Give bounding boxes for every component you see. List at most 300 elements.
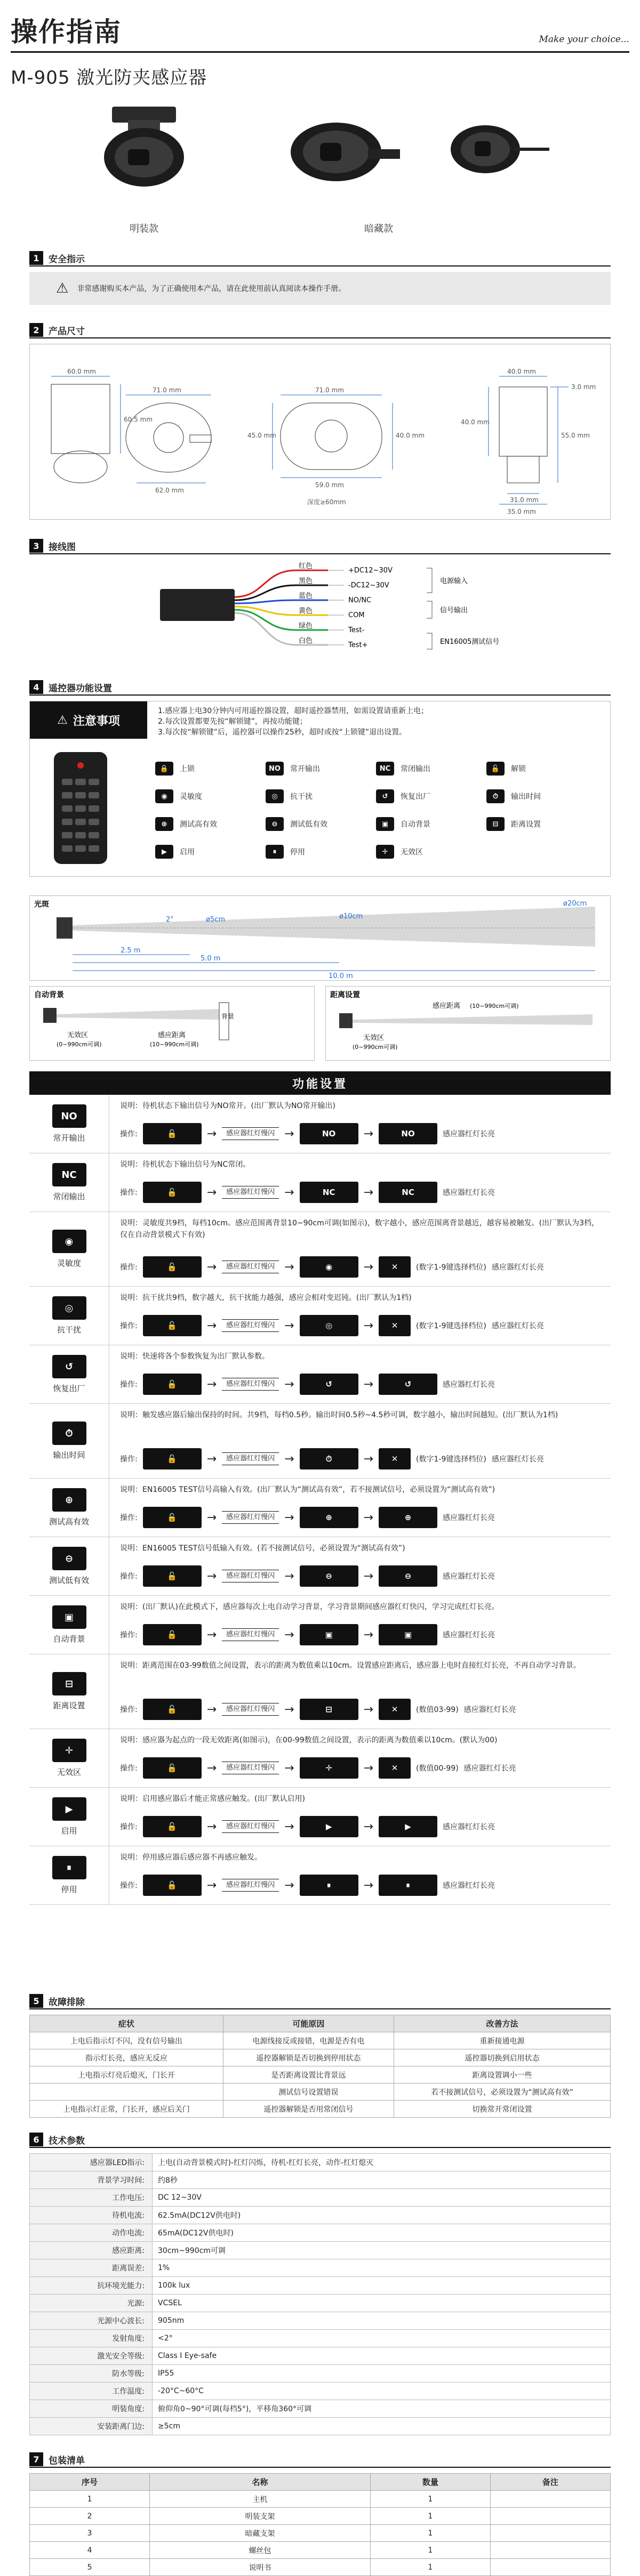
wire-group-test: EN16005测试信号 (440, 638, 500, 646)
number-key-icon: ✕ (379, 1448, 411, 1469)
step-result: 感应器红灯长亮 (443, 1823, 495, 1831)
op-label: 操作: (120, 1631, 138, 1640)
table-cell: 重新接通电源 (394, 2032, 610, 2049)
key-icon: ⊕ (155, 817, 173, 831)
remote-control-image (51, 749, 110, 867)
dim-label: 35.0 mm (507, 508, 536, 515)
unlock-key-icon: 🔓 (143, 1315, 202, 1336)
table-cell (490, 2559, 610, 2576)
table-cell: 1 (30, 2491, 150, 2508)
op-label: 操作: (120, 1263, 138, 1272)
arrow-right-icon: → (206, 1377, 217, 1391)
arrow-right-icon: → (206, 1511, 217, 1524)
svg-text:无效区: 无效区 (363, 1034, 385, 1042)
key-icon: ✛ (376, 845, 394, 859)
key-icon: NO (266, 762, 284, 776)
step-result: 感应器红灯长亮 (443, 1631, 495, 1640)
table-cell: 遥控器切换到启用状态 (394, 2049, 610, 2066)
key-icon: ⏸ (266, 845, 284, 859)
arrow-right-icon: → (206, 1185, 217, 1199)
wire-line (235, 600, 328, 603)
table-cell: 2 (30, 2508, 150, 2525)
function-icon: ◉ (52, 1230, 86, 1253)
header (11, 0, 629, 86)
function-key-icon: ⏱ (300, 1448, 358, 1469)
arrow-right-icon: → (206, 1628, 217, 1642)
warning-icon: ⚠ (56, 280, 69, 296)
key-legend-item (266, 789, 376, 803)
dim-label: 3.0 mm (571, 383, 596, 391)
operation-steps (120, 1623, 495, 1646)
function-key-icon: NO (300, 1123, 358, 1144)
op-label: 操作: (120, 1823, 138, 1831)
function-row (29, 1479, 611, 1537)
function-key-icon: NO (379, 1123, 437, 1144)
dim-label: 31.0 mm (510, 496, 539, 504)
function-key-icon: ▶ (379, 1816, 437, 1837)
table-cell: 距离设置调小一些 (394, 2066, 610, 2084)
arrow-right-icon: → (284, 1260, 294, 1274)
step-result: 感应器红灯长亮 (443, 1881, 495, 1890)
table-cell: 上电指示灯亮后熄灭，门长开 (30, 2066, 223, 2084)
function-key-icon: NC (300, 1182, 358, 1203)
function-key-icon: ▣ (379, 1624, 437, 1645)
table-row (30, 2154, 611, 2171)
step-result: 感应器红灯长亮 (443, 1130, 495, 1138)
function-key-icon: NC (379, 1182, 437, 1203)
function-icon: ⊕ (52, 1488, 86, 1512)
key-icon: 🔓 (486, 762, 505, 776)
step-note: (数值00-99) (416, 1764, 459, 1773)
safety-box (29, 272, 611, 308)
operation-steps (120, 1506, 495, 1529)
product-concealed-side (451, 125, 549, 173)
table-header: 症状 (30, 2015, 223, 2032)
key-icon: 🔒 (155, 762, 173, 776)
operation-steps (120, 1314, 544, 1337)
unlock-key-icon: 🔓 (143, 1448, 202, 1469)
step-status: 感应器红灯慢闪 (222, 1452, 279, 1465)
svg-text:距离设置: 距离设置 (330, 991, 360, 999)
unlock-key-icon: 🔓 (143, 1757, 202, 1779)
operation-steps (120, 1874, 495, 1897)
function-name: 常开输出 (53, 1133, 85, 1143)
table-cell: 5 (30, 2559, 150, 2576)
table-cell: 1 (370, 2525, 490, 2542)
unlock-key-icon: 🔓 (143, 1816, 202, 1837)
arrow-right-icon: → (363, 1628, 374, 1642)
function-key-icon: ↺ (300, 1374, 358, 1395)
table-row (30, 2207, 611, 2224)
table-cell: 明装支架 (150, 2508, 371, 2525)
table-cell (490, 2491, 610, 2508)
function-key-icon: ⏸ (379, 1875, 437, 1896)
function-name: 自动背景 (53, 1634, 85, 1644)
svg-text:(0~990cm可调): (0~990cm可调) (57, 1041, 102, 1048)
op-label: 操作: (120, 1130, 138, 1138)
function-row (29, 1654, 611, 1729)
op-label: 操作: (120, 1189, 138, 1197)
unlock-key-icon: 🔓 (143, 1507, 202, 1528)
spec-key: 距离误差: (30, 2259, 153, 2277)
table-cell (490, 2508, 610, 2525)
key-label: 上锁 (180, 765, 195, 773)
spec-value: -20°C~60°C (153, 2383, 611, 2400)
spec-key: 发射角度: (30, 2330, 153, 2347)
unlock-key-icon: 🔓 (143, 1624, 202, 1645)
arrow-right-icon: → (363, 1820, 374, 1834)
table-row (30, 2259, 611, 2277)
dim-label: 71.0 mm (153, 386, 181, 394)
op-label: 操作: (120, 1514, 138, 1522)
table-cell: 螺丝包 (150, 2542, 371, 2559)
notice-banner: ⚠ 注意事项 (30, 701, 147, 739)
table-row (30, 2400, 611, 2418)
op-label: 操作: (120, 1322, 138, 1330)
arrow-right-icon: → (284, 1569, 294, 1583)
section-1-header: 1 安全指示 (29, 251, 611, 267)
key-legend-item (155, 789, 266, 803)
svg-text:2": 2" (166, 916, 174, 924)
operation-steps (120, 1447, 544, 1471)
wire-terminal: Test- (348, 626, 365, 634)
key-legend-row (155, 810, 598, 838)
table-cell: 1 (370, 2508, 490, 2525)
spec-key: 感应距离: (30, 2242, 153, 2259)
unlock-key-icon: 🔓 (143, 1256, 202, 1278)
wire-line (235, 610, 328, 630)
dim-label: 40.0 mm (507, 368, 536, 375)
arrow-right-icon: → (284, 1878, 294, 1892)
wiring-diagram (29, 560, 611, 664)
spec-key: 抗环境光能力: (30, 2277, 153, 2295)
function-key-icon: ⊕ (379, 1507, 437, 1528)
operation-steps (120, 1181, 495, 1204)
dim-label: 40.0 mm (396, 432, 425, 439)
section-3-header: 3 接线图 (29, 538, 611, 554)
operation-steps (120, 1122, 495, 1145)
function-key-icon: ⊕ (300, 1507, 358, 1528)
function-icon: ↺ (52, 1355, 86, 1378)
table-cell: 电源线接反或接错，电源是否有电 (223, 2032, 394, 2049)
function-row (29, 1846, 611, 1905)
arrow-right-icon: → (363, 1319, 374, 1333)
spec-key: 光源: (30, 2295, 153, 2312)
operation-steps (120, 1255, 544, 1279)
product-images (80, 91, 560, 219)
step-note: (数字1-9键选择档位) (416, 1455, 486, 1464)
table-cell: 测试信号设置错误 (223, 2084, 394, 2101)
spec-key: 待机电流: (30, 2207, 153, 2224)
key-legend-row (155, 838, 598, 866)
wire-terminal: COM (348, 611, 365, 619)
svg-text:(10~990cm可调): (10~990cm可调) (470, 1003, 519, 1010)
function-name: 输出时间 (53, 1450, 85, 1460)
function-key-icon: ↺ (379, 1374, 437, 1395)
function-icon: ◎ (52, 1296, 86, 1320)
unlock-key-icon: 🔓 (143, 1374, 202, 1395)
unlock-key-icon: 🔓 (143, 1123, 202, 1144)
header-rule (11, 51, 629, 53)
function-description: 说明：待机状态下输出信号为NO常开。(出厂默认为NO常开输出) (120, 1102, 335, 1110)
function-icon: ▣ (52, 1605, 86, 1629)
key-legend-item (486, 817, 597, 831)
wire-color: 红色 (299, 562, 313, 570)
key-icon: ◎ (266, 789, 284, 803)
function-row (29, 1287, 611, 1345)
dimensions-box (29, 344, 611, 520)
dim-label: 60.0 mm (67, 368, 96, 375)
unlock-key-icon: 🔓 (143, 1875, 202, 1896)
operation-steps (120, 1372, 495, 1396)
svg-text:5.0 m: 5.0 m (201, 955, 221, 963)
function-row (29, 1596, 611, 1654)
wire-terminal: +DC12~30V (348, 567, 393, 575)
spec-value: IP55 (153, 2365, 611, 2383)
section-4-header: 4 遥控器功能设置 (29, 680, 611, 696)
section-6-header: 6 技术参数 (29, 2132, 611, 2148)
op-label: 操作: (120, 1881, 138, 1890)
spec-value: 100k lux (153, 2277, 611, 2295)
table-cell: 遥控器解锁是否切换到停用状态 (223, 2049, 394, 2066)
function-icon: ⏱ (52, 1422, 86, 1445)
caption-concealed: 暗藏款 (364, 223, 393, 235)
auto-background-diagram (29, 986, 315, 1061)
function-key-icon: ◉ (300, 1256, 358, 1278)
svg-text:感应距离: 感应距离 (158, 1031, 186, 1039)
key-label: 解锁 (511, 765, 526, 773)
table-row (30, 2277, 611, 2295)
table-cell: 暗藏支架 (150, 2525, 371, 2542)
tech-spec-table (29, 2153, 611, 2435)
arrow-right-icon: → (206, 1702, 217, 1716)
packing-list-table (29, 2473, 611, 2576)
spec-value: 约8秒 (153, 2171, 611, 2189)
product-surface-mount (104, 107, 184, 187)
unlock-key-icon: 🔓 (143, 1699, 202, 1720)
step-status: 感应器红灯慢闪 (222, 1628, 279, 1641)
op-label: 操作: (120, 1455, 138, 1464)
arrow-right-icon: → (206, 1127, 217, 1141)
table-header: 可能原因 (223, 2015, 394, 2032)
table-cell: 3 (30, 2525, 150, 2542)
table-row (30, 2295, 611, 2312)
function-name: 停用 (61, 1885, 77, 1894)
key-label: 距离设置 (511, 820, 541, 829)
function-icon: ⊖ (52, 1547, 86, 1570)
key-label: 自动背景 (401, 820, 430, 829)
dim-label: 71.0 mm (315, 386, 344, 394)
spec-value: 1% (153, 2259, 611, 2277)
function-key-icon: ⊟ (300, 1699, 358, 1720)
wire-line (235, 585, 328, 600)
table-row (30, 2032, 611, 2049)
op-label: 操作: (120, 1380, 138, 1389)
function-settings-title: 功能设置 (29, 1071, 611, 1095)
key-icon: ▶ (155, 845, 173, 859)
function-row (29, 1095, 611, 1153)
table-cell (490, 2525, 610, 2542)
wire-terminal: NO/NC (348, 596, 372, 604)
key-label: 恢复出厂 (401, 793, 430, 801)
caption-surface: 明装款 (130, 223, 158, 235)
table-cell: 上电后指示灯不闪，没有信号输出 (30, 2032, 223, 2049)
step-status: 感应器红灯慢闪 (222, 1186, 279, 1199)
step-result: 感应器红灯长亮 (443, 1189, 495, 1197)
table-header: 改善方法 (394, 2015, 610, 2032)
function-name: 测试高有效 (49, 1517, 89, 1527)
arrow-right-icon: → (363, 1511, 374, 1524)
remote-key-legend (155, 755, 598, 866)
arrow-right-icon: → (363, 1185, 374, 1199)
function-name: 距离设置 (53, 1701, 85, 1710)
step-status: 感应器红灯慢闪 (222, 1261, 279, 1273)
arrow-right-icon: → (363, 1569, 374, 1583)
function-row (29, 1537, 611, 1596)
spec-value: 905nm (153, 2312, 611, 2330)
key-label: 常闭输出 (401, 765, 430, 773)
function-icon: ✛ (52, 1739, 86, 1762)
key-label: 测试高有效 (180, 820, 217, 829)
key-label: 启用 (180, 848, 195, 857)
spec-key: 背景学习时间: (30, 2171, 153, 2189)
table-row (30, 2189, 611, 2207)
table-cell: 指示灯长亮，感应无反应 (30, 2049, 223, 2066)
function-description: 说明：待机状态下输出信号为NC常闭。 (120, 1160, 251, 1169)
unlock-key-icon: 🔓 (143, 1565, 202, 1587)
function-row (29, 1404, 611, 1479)
function-key-icon: ◎ (300, 1315, 358, 1336)
table-header: 备注 (490, 2474, 610, 2491)
arrow-right-icon: → (284, 1820, 294, 1834)
function-key-icon: ⏸ (300, 1875, 358, 1896)
function-key-icon: ▣ (300, 1624, 358, 1645)
key-legend-row (155, 782, 598, 810)
table-row (30, 2559, 611, 2576)
arrow-right-icon: → (206, 1260, 217, 1274)
arrow-right-icon: → (206, 1569, 217, 1583)
step-result: 感应器红灯长亮 (443, 1572, 495, 1581)
number-key-icon: ✕ (379, 1256, 411, 1278)
function-row (29, 1345, 611, 1404)
arrow-right-icon: → (363, 1761, 374, 1775)
step-status: 感应器红灯慢闪 (222, 1820, 279, 1833)
dimension-drawings (30, 344, 610, 519)
key-legend-item (376, 845, 486, 859)
function-name: 启用 (61, 1826, 77, 1836)
dim-label: 59.0 mm (315, 481, 344, 489)
function-icon: ⊟ (52, 1672, 86, 1695)
function-name: 灵敏度 (57, 1258, 81, 1268)
spec-key: 光源中心波长: (30, 2312, 153, 2330)
svg-text:(10~990cm可调): (10~990cm可调) (150, 1041, 199, 1048)
wire-color: 绿色 (299, 622, 313, 630)
arrow-right-icon: → (363, 1878, 374, 1892)
number-key-icon: ✕ (379, 1757, 411, 1779)
warning-icon: ⚠ (57, 713, 68, 727)
svg-text:背景: 背景 (221, 1013, 235, 1020)
spec-key: 感应器LED指示: (30, 2154, 153, 2171)
function-name: 测试低有效 (49, 1576, 89, 1585)
dim-label: 62.0 mm (155, 487, 184, 494)
table-cell: 切换常开常闭设置 (394, 2101, 610, 2118)
step-result: 感应器红灯长亮 (443, 1514, 495, 1522)
wire-terminal: Test+ (348, 641, 368, 649)
function-icon: NO (52, 1104, 86, 1128)
svg-text:ø10cm: ø10cm (339, 912, 363, 920)
arrow-right-icon: → (206, 1820, 217, 1834)
key-label: 输出时间 (511, 793, 541, 801)
table-row (30, 2365, 611, 2383)
number-key-icon: ✕ (379, 1699, 411, 1720)
key-legend-item (376, 817, 486, 831)
table-row (30, 2171, 611, 2189)
key-icon: NC (376, 762, 394, 776)
key-legend-item (266, 817, 376, 831)
table-row (30, 2084, 611, 2101)
wire-color: 黄色 (299, 607, 313, 615)
function-name: 常闭输出 (53, 1192, 85, 1201)
table-cell: 是否距离设置比背景远 (223, 2066, 394, 2084)
table-row (30, 2347, 611, 2365)
arrow-right-icon: → (284, 1702, 294, 1716)
key-label: 测试低有效 (290, 820, 327, 829)
section-2-header: 2 产品尺寸 (29, 322, 611, 338)
operation-steps (120, 1756, 516, 1780)
table-row (30, 2418, 611, 2435)
function-description: 说明：抗干扰共9档，数字越大，抗干扰能力越强，感应会相对变迟钝。(出厂默认为1档) (120, 1294, 412, 1302)
spec-value: 上电(自动背景模式时)-红灯闪烁，待机-红灯长亮，动作-红灯熄灭 (153, 2154, 611, 2171)
key-legend-item (486, 789, 597, 803)
dim-label: 45.0 mm (247, 432, 276, 439)
arrow-right-icon: → (206, 1319, 217, 1333)
step-status: 感应器红灯慢闪 (222, 1570, 279, 1582)
arrow-right-icon: → (284, 1185, 294, 1199)
key-label: 抗干扰 (290, 793, 313, 801)
depth-label: 深度≥60mm (307, 498, 346, 506)
op-label: 操作: (120, 1706, 138, 1714)
key-icon: ↺ (376, 789, 394, 803)
table-cell: 1 (370, 2559, 490, 2576)
function-description: 说明：启用感应器后才能正常感应触发。(出厂默认启用) (120, 1795, 305, 1803)
svg-text:2.5 m: 2.5 m (121, 947, 141, 955)
wire-group-signal: 信号输出 (440, 607, 468, 615)
distance-setting-diagram (325, 986, 611, 1061)
arrow-right-icon: → (363, 1702, 374, 1716)
spec-value: 俯仰角0~90°可调(每档5°)，平移角360°可调 (153, 2400, 611, 2418)
table-header: 序号 (30, 2474, 150, 2491)
spec-key: 防水等级: (30, 2365, 153, 2383)
key-legend-item (266, 845, 376, 859)
arrow-right-icon: → (363, 1260, 374, 1274)
troubleshooting-table (29, 2015, 611, 2118)
spec-value: 65mA(DC12V供电时) (153, 2224, 611, 2242)
arrow-right-icon: → (284, 1452, 294, 1466)
table-row (30, 2224, 611, 2242)
op-label: 操作: (120, 1764, 138, 1773)
step-note: (数字1-9键选择档位) (416, 1322, 486, 1330)
step-status: 感应器红灯慢闪 (222, 1762, 279, 1774)
key-legend-item (155, 762, 266, 776)
table-cell (30, 2084, 223, 2101)
arrow-right-icon: → (206, 1452, 217, 1466)
spec-value: 62.5mA(DC12V供电时) (153, 2207, 611, 2224)
function-description: 说明：快速将各个参数恢复为出厂默认参数。 (120, 1352, 269, 1361)
dim-label: 40.0 mm (461, 418, 490, 426)
wire-group-power: 电源输入 (440, 577, 468, 585)
arrow-right-icon: → (206, 1761, 217, 1775)
safety-text: 非常感谢购买本产品，为了正确使用本产品，请在此使用前认真阅读本操作手册。 (77, 285, 346, 293)
